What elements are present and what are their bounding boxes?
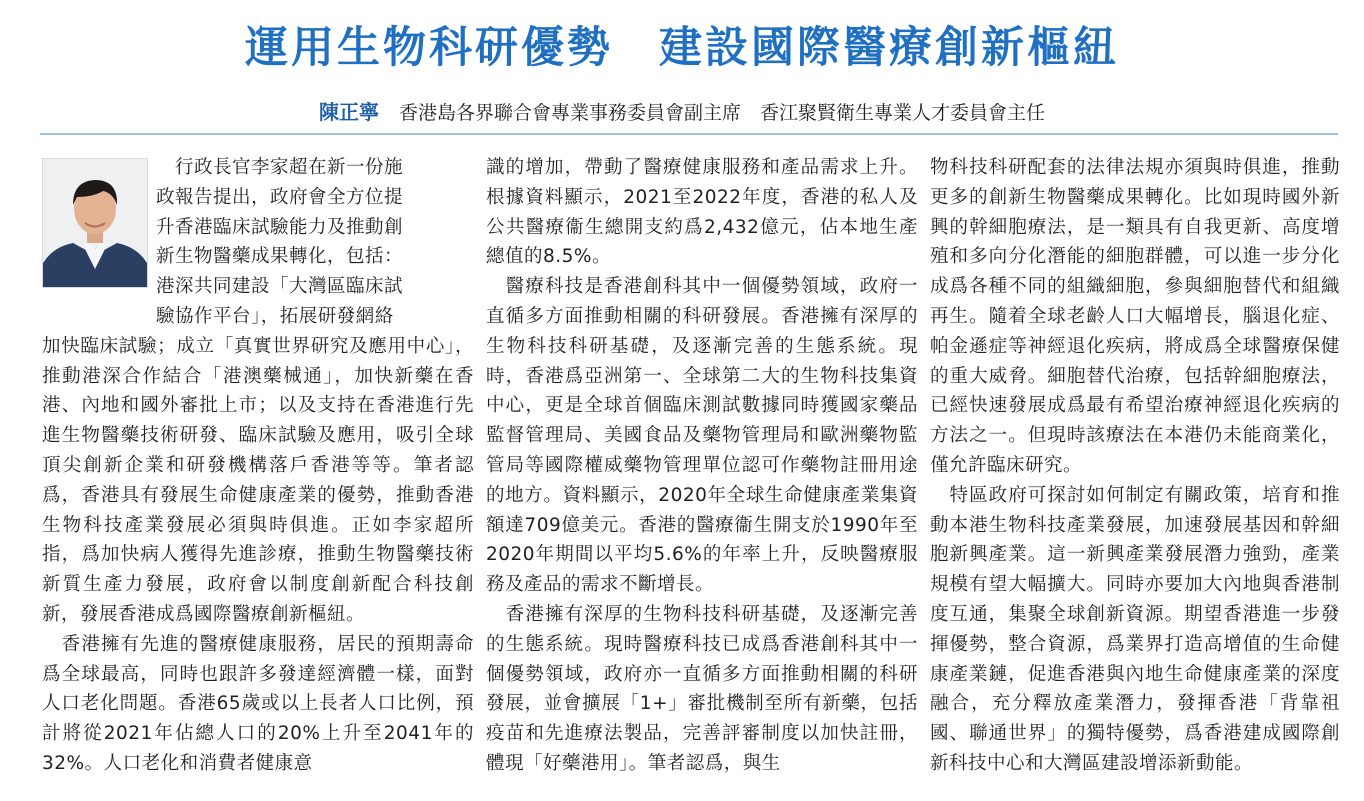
author-name: 陳正寧 — [318, 100, 379, 124]
col3-paragraph-2: 特區政府可探討如何制定有關政策，培育和推動本港生物科技產業發展，加速發展基因和幹細胞新興產業。這一新興產業發展潛力強勁，產業規模有望大幅擴大。同時亦要加大內地與香港制度互通，集聚全球創新資源。期望香港進一步發揮優勢，整合資源，爲業界打造高增值的生命健康產業鏈，促進香港與內地生命健康產業的深度融合，充分釋放產業潛力，發揮香港「背靠祖國、聯通世界」的獨特優勢，爲香港建成國際創新科技中心和大灣區建設增添新動能。 — [930, 484, 1340, 774]
article-column-1 — [42, 153, 474, 779]
col1-paragraph-1-rest: 加快臨床試驗；成立「真實世界研究及應用中心」，推動港深合作結合「港澳藥械通」，加快新藥在香港、內地和國外審批上市；以及支持在香港進行先進生物醫藥技術研發、臨床試驗及應用，吸引全球頂尖創新企業和研發機構落戶香港等等。筆者認爲，香港具有發展生命健康產業的優勢，推動香港生物科技產業發展必須與時俱進。正如李家超所指，爲加快病人獲得先進診療，推動生物醫藥技術新質生產力發展，政府會以制度創新配合科技創新，發展香港成爲國際醫療創新樞紐。 — [42, 335, 474, 625]
article-headline: 運用生物科研優勢 建設國際醫療創新樞紐 — [245, 23, 1119, 73]
author-titles: 香港島各界聯合會專業事務委員會副主席 香江聚賢衛生專業人才委員會主任 — [399, 102, 1046, 124]
col1-line-1: 行政長官李家超在新一份施 — [156, 157, 404, 178]
col1-line-6: 驗協作平台」，拓展研發網絡 — [156, 305, 394, 327]
col2-paragraph-2: 醫療科技是香港創科其中一個優勢領域，政府一直循多方面推動相關的科研發展。香港擁有深厚的生物科技科研基礎，及逐漸完善的生態系統。現時，香港爲亞洲第一、全球第二大的生物科技集資中心，更是全球首個臨床測試數據同時獲國家藥品監督管理局、美國食品及藥物管理局和歐洲藥物監管局等國際權威藥物管理單位認可作藥物註冊用途的地方。資料顯示，2020年全球生命健康產業集資額達709億美元。香港的醫療衞生開支於1990年至2020年期間以平均5.6%的年率上升，反映醫療服務及產品的需求不斷增長。 — [486, 276, 918, 596]
byline — [0, 99, 1364, 126]
col2-paragraph-1: 識的增加，帶動了醫療健康服務和產品需求上升。根據資料顯示，2021至2022年度，香港的私人及公共醫療衞生總開支約爲2,432億元，佔本地生產總值的8.5%。 — [486, 157, 918, 268]
col3-paragraph-1: 物科技科研配套的法律法規亦須與時俱進，推動更多的創新生物醫藥成果轉化。比如現時國外新興的幹細胞療法，是一類具有自我更新、高度增殖和多向分化潛能的細胞群體，可以進一步分化成爲各種不同的組織細胞，參與細胞替代和組織再生。隨着全球老齡人口大幅增長，腦退化症、帕金遜症等神經退化疾病，將成爲全球醫療保健的重大威脅。細胞替代治療，包括幹細胞療法，已經快速發展成爲最有希望治療神經退化疾病的方法之一。但現時該療法在本港仍未能商業化，僅允許臨床研究。 — [930, 157, 1340, 476]
col1-line-3: 升香港臨床試驗能力及推動創 — [156, 216, 404, 238]
article-column-2 — [486, 153, 918, 779]
col1-line-5: 港深共同建設「大灣區臨床試 — [156, 276, 404, 298]
col1-line-4: 新生物醫藥成果轉化，包括： — [156, 246, 404, 268]
col1-line-2: 政報告提出，政府會全方位提 — [156, 186, 404, 208]
col1-paragraph-2: 香港擁有先進的醫療健康服務，居民的預期壽命爲全球最高，同時也跟許多發達經濟體一樣，面對人口老化問題。香港65歲或以上長者人口比例，預計將從2021年佔總人口的20%上升至2041年的32%。人口老化和消費者健康意 — [42, 633, 474, 774]
article-column-3 — [930, 153, 1340, 779]
col2-paragraph-3: 香港擁有深厚的生物科技科研基礎，及逐漸完善的生態系統。現時醫療科技已成爲香港創科其中一個優勢領域，政府亦一直循多方面推動相關的科研發展，並會擴展「1+」審批機制至所有新藥，包括疫苗和先進療法製品，完善評審制度以加快註冊，體現「好藥港用」。筆者認爲，與生 — [486, 603, 918, 774]
header-divider — [40, 133, 1338, 135]
